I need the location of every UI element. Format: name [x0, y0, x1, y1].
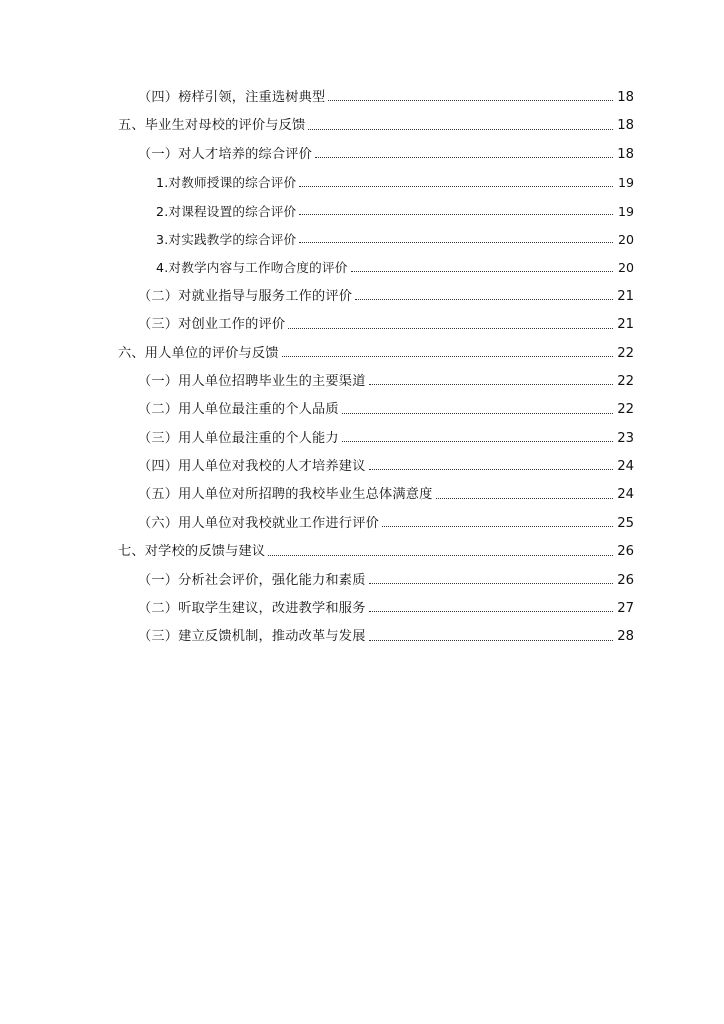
toc-entry-title: （一）用人单位招聘毕业生的主要渠道 — [138, 373, 366, 389]
toc-entry[interactable] — [118, 112, 634, 140]
toc-entry-page-number: 24 — [617, 487, 634, 503]
toc-entry-page-number: 27 — [617, 601, 634, 617]
table-of-contents — [118, 84, 634, 652]
toc-dot-leader — [369, 611, 613, 612]
toc-entry-title: （一）分析社会评价，强化能力和素质 — [138, 572, 366, 588]
toc-entry[interactable] — [118, 254, 634, 282]
toc-entry-title: （五）用人单位对所招聘的我校毕业生总体满意度 — [138, 487, 433, 503]
toc-entry[interactable] — [118, 595, 634, 623]
toc-entry-title: （四）榜样引领，注重选树典型 — [138, 90, 326, 105]
toc-entry-title: （二）用人单位最注重的个人品质 — [138, 402, 339, 418]
toc-entry[interactable] — [118, 510, 634, 538]
toc-entry-title: （二）听取学生建议，改进教学和服务 — [138, 601, 366, 617]
toc-dot-leader — [351, 271, 613, 272]
toc-entry-title: （四）用人单位对我校的人才培养建议 — [138, 459, 366, 475]
toc-dot-leader — [282, 356, 613, 357]
toc-dot-leader — [342, 413, 613, 414]
toc-entry[interactable] — [118, 567, 634, 595]
toc-dot-leader — [342, 441, 613, 442]
toc-entry-title: 1.对教师授课的综合评价 — [156, 175, 297, 191]
toc-entry-page-number: 24 — [617, 459, 634, 475]
toc-entry-page-number: 25 — [617, 515, 634, 531]
toc-dot-leader — [308, 129, 613, 130]
toc-entry[interactable] — [118, 340, 634, 368]
toc-dot-leader — [299, 186, 613, 187]
toc-entry-title: （六）用人单位对我校就业工作进行评价 — [138, 515, 379, 531]
toc-dot-leader — [369, 640, 613, 641]
toc-entry-title: 六、用人单位的评价与反馈 — [118, 345, 279, 361]
toc-entry[interactable] — [118, 169, 634, 197]
toc-entry-page-number: 18 — [617, 146, 634, 162]
toc-dot-leader — [369, 583, 613, 584]
toc-dot-leader — [436, 498, 613, 499]
toc-entry-title: 4.对教学内容与工作吻合度的评价 — [156, 260, 348, 276]
toc-dot-leader — [315, 157, 613, 158]
toc-entry-page-number: 19 — [617, 175, 634, 191]
toc-dot-leader — [369, 384, 613, 385]
toc-entry-page-number: 22 — [617, 345, 634, 361]
toc-entry-title: （三）建立反馈机制，推动改革与发展 — [138, 629, 366, 645]
toc-entry-title: （二）对就业指导与服务工作的评价 — [138, 288, 353, 304]
toc-entry[interactable] — [118, 368, 634, 396]
toc-entry-page-number: 23 — [617, 430, 634, 446]
toc-entry-page-number: 22 — [617, 402, 634, 418]
toc-entry[interactable] — [118, 396, 634, 424]
toc-dot-leader — [328, 100, 613, 101]
toc-entry-page-number: 20 — [617, 260, 634, 276]
toc-dot-leader — [369, 469, 613, 470]
toc-entry[interactable] — [118, 141, 634, 169]
toc-entry-page-number: 22 — [617, 373, 634, 389]
toc-entry-page-number: 18 — [617, 118, 634, 134]
toc-entry-title: （三）用人单位最注重的个人能力 — [138, 430, 339, 446]
toc-entry-page-number: 21 — [617, 317, 634, 333]
toc-dot-leader — [299, 214, 613, 215]
toc-entry-title: 五、毕业生对母校的评价与反馈 — [118, 118, 306, 134]
toc-dot-leader — [355, 299, 613, 300]
toc-entry[interactable] — [118, 226, 634, 254]
toc-entry-page-number: 28 — [617, 629, 634, 645]
toc-entry[interactable] — [118, 481, 634, 509]
toc-entry[interactable] — [118, 425, 634, 453]
toc-entry[interactable] — [118, 198, 634, 226]
toc-entry-page-number: 20 — [617, 231, 634, 247]
toc-dot-leader — [288, 328, 613, 329]
toc-entry-page-number: 18 — [617, 90, 634, 105]
toc-entry[interactable] — [118, 283, 634, 311]
toc-entry-page-number: 19 — [617, 203, 634, 219]
toc-entry-title: （三）对创业工作的评价 — [138, 317, 286, 333]
toc-entry[interactable] — [118, 538, 634, 566]
toc-entry-page-number: 26 — [617, 544, 634, 560]
toc-entry[interactable] — [118, 623, 634, 651]
toc-entry[interactable] — [118, 311, 634, 339]
toc-entry-page-number: 26 — [617, 572, 634, 588]
toc-entry-title: 2.对课程设置的综合评价 — [156, 203, 297, 219]
toc-entry-page-number: 21 — [617, 288, 634, 304]
toc-entry[interactable] — [118, 84, 634, 112]
toc-entry-title: （一）对人才培养的综合评价 — [138, 146, 313, 162]
toc-dot-leader — [268, 555, 613, 556]
toc-entry-title: 3.对实践教学的综合评价 — [156, 231, 297, 247]
toc-entry[interactable] — [118, 453, 634, 481]
toc-dot-leader — [299, 242, 613, 243]
toc-dot-leader — [382, 526, 613, 527]
toc-entry-title: 七、对学校的反馈与建议 — [118, 544, 266, 560]
